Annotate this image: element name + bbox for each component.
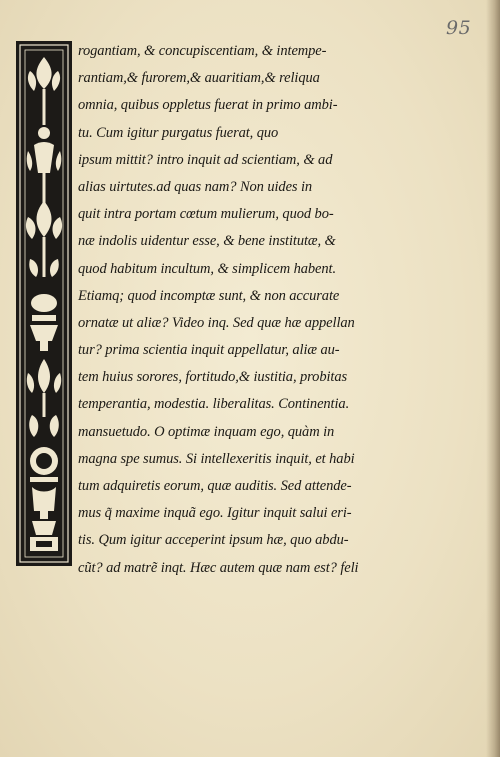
text-line: temperantia, modestia. liberalitas. Continentia.: [78, 396, 350, 413]
text-line: næ indolis uidentur esse, & bene institutæ, &: [78, 233, 336, 250]
text-line: ornatæ ut aliæ? Video inq. Sed quæ hæ appellan: [78, 314, 355, 331]
text-line: tum adquiretis eorum, quæ auditis. Sed attende-: [78, 478, 352, 494]
text-line: Etiamq; quod incomptæ sunt, & non accurate: [78, 287, 340, 304]
folio-number: 95: [446, 17, 472, 39]
text-line: tu. Cum igitur purgatus fuerat, quo: [78, 124, 279, 141]
page-edge-shadow: [486, 0, 500, 757]
ornamental-initial-icon: [16, 41, 72, 566]
text-line: omnia, quibus oppletus fuerat in primo ambi-: [78, 97, 338, 114]
text-line: mansuetudo. O optimæ inquam ego, quàm in: [78, 423, 335, 440]
text-line: ipsum mittit? intro inquit ad scientiam, & ad: [78, 151, 333, 168]
text-line: rogantiam, & concupiscentiam, & intempe-: [78, 43, 327, 59]
text-line: tur? prima scientia inquit appellatur, aliæ au-: [78, 342, 340, 359]
text-line: mus q̃ maxime inquã ego. Igitur inquit salui eri-: [78, 505, 352, 522]
text-line: tem huius sorores, fortitudo,& iustitia, probitas: [78, 369, 348, 386]
text-line: cũt? ad matrẽ inqt. Hæc autem quæ nam est? feli: [78, 559, 359, 576]
decorated-initial-letter: [16, 41, 72, 566]
text-line: quod habitum incultum, & simplicem habent.: [78, 260, 336, 277]
text-block: [78, 38, 378, 582]
text-line: magna spe sumus. Si intellexeritis inquit, et habi: [78, 450, 355, 467]
text-line: tis. Qum igitur acceperint ipsum hæ, quo abdu-: [78, 532, 349, 549]
text-line: alias uirtutes.ad quas nam? Non uides in: [78, 178, 313, 195]
text-line: rantiam,& furorem,& auaritiam,& reliqua: [78, 70, 320, 87]
text-line: quit intra portam cœtum mulierum, quod bo-: [78, 206, 334, 223]
